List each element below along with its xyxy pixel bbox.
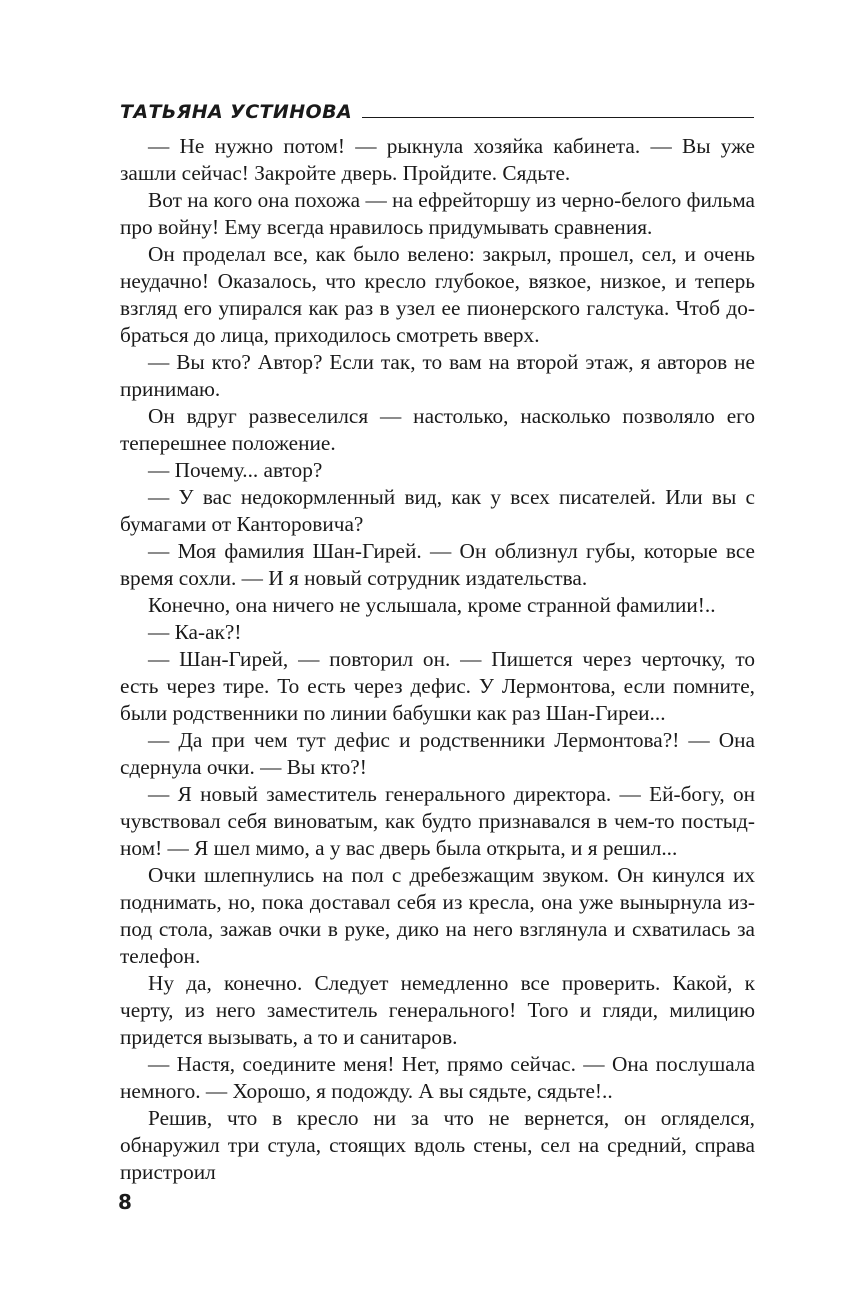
paragraph: Он проделал все, как было велено: закрыл, прошел, сел, и очень неудачно! Оказалось, что кресло глубокое, вязкое, низкое, и теперь взгляд его упирался как раз в узел ее пионерского галстука. Чтоб добраться до лица, приходилось смотреть вверх. bbox=[120, 242, 755, 347]
page-number: 8 bbox=[118, 1190, 132, 1214]
paragraph: Решив, что в кресло ни за что не вернется, он огляделся, обнаружил три стула, стоящих вдоль стены, сел на средний, справа пристроил bbox=[120, 1106, 755, 1184]
paragraph: — Настя, соедините меня! Нет, прямо сейчас. — Она послушала немного. — Хорошо, я подожду. А вы сядьте, сядьте!.. bbox=[120, 1052, 755, 1103]
paragraph: — Почему... автор? bbox=[148, 458, 323, 482]
paragraph: Ну да, конечно. Следует немедленно все проверить. Какой, к черту, из него заместитель генерального! Того и гляди, милицию придется вызывать, а то и санитаров. bbox=[120, 971, 755, 1049]
paragraph: — Ка-ак?! bbox=[148, 620, 242, 644]
paragraph: Очки шлепнулись на пол с дребезжащим звуком. Он кинулся их поднимать, но, пока доставал себя из кресла, она уже вынырнула из-под стола, зажав очки в руке, дико на него взглянула и схватилась за телефон. bbox=[120, 863, 755, 968]
paragraph: — У вас недокормленный вид, как у всех писателей. Или вы с бумагами от Канторовича? bbox=[120, 485, 755, 536]
body-text bbox=[120, 133, 755, 1186]
paragraph: Конечно, она ничего не услышала, кроме странной фамилии!.. bbox=[148, 593, 716, 617]
paragraph: — Не нужно потом! — рыкнула хозяйка кабинета. — Вы уже зашли сейчас! Закройте дверь. Пройдите. Сядьте. bbox=[120, 134, 755, 185]
paragraph: — Моя фамилия Шан-Гирей. — Он облизнул губы, которые все время сохли. — И я новый сотрудник издательства. bbox=[120, 539, 755, 590]
paragraph: — Да при чем тут дефис и родственники Лермонтова?! — Она сдернула очки. — Вы кто?! bbox=[120, 728, 755, 779]
header-rule bbox=[362, 117, 754, 118]
author-name: ТАТЬЯНА УСТИНОВА bbox=[120, 101, 353, 123]
running-head bbox=[120, 97, 754, 123]
paragraph: — Я новый заместитель генерального директора. — Ей-богу, он чувствовал себя виноватым, как будто признавался в чем-то постыдном! — Я шел мимо, а у вас дверь была открыта, и я решил... bbox=[120, 782, 755, 860]
paragraph: — Вы кто? Автор? Если так, то вам на второй этаж, я авторов не принимаю. bbox=[120, 350, 755, 401]
paragraph: Он вдруг развеселился — настолько, насколько позволяло его теперешнее положение. bbox=[120, 404, 755, 455]
paragraph: — Шан-Гирей, — повторил он. — Пишется через черточку, то есть через тире. То есть через дефис. У Лермонтова, если помните, были родственники по линии бабушки как раз Шан-Гиреи... bbox=[120, 647, 755, 725]
paragraph: Вот на кого она похожа — на ефрейторшу из черно-белого фильма про войну! Ему всегда нравилось придумывать сравнения. bbox=[120, 188, 755, 239]
